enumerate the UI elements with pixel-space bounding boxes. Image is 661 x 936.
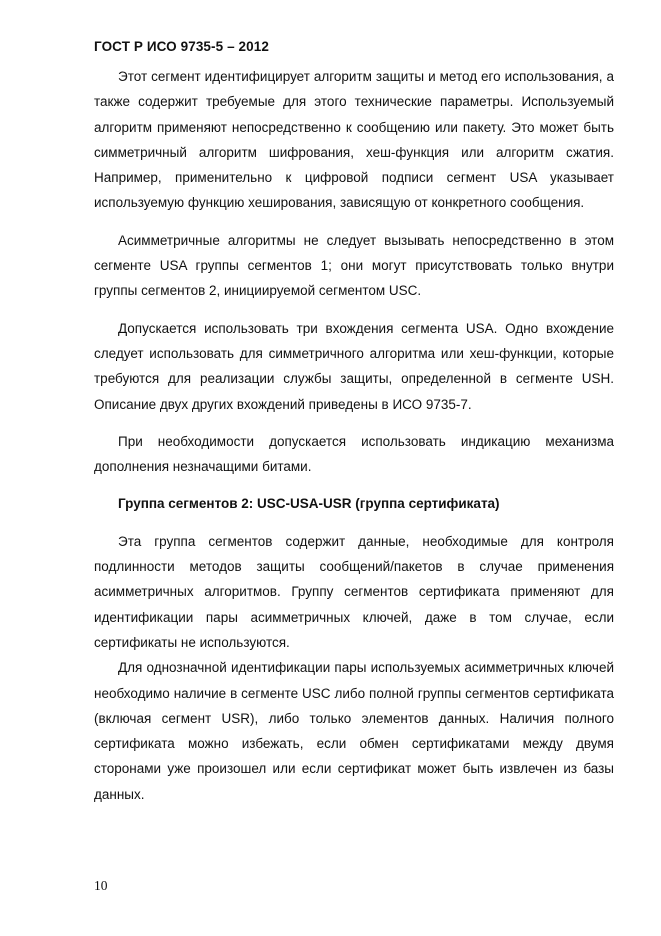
page-number: 10 [94,878,108,893]
document-header: ГОСТ Р ИСО 9735-5 – 2012 [94,39,269,54]
paragraph-key-identification: Для однозначной идентификации пары используемых асимметричных ключей необходимо наличие в сегменте USC либо полной группы сегментов сертификата (включая сегмент USR), либо только элементов данных. Наличия полного сертификата можно избежать, если обмен сертификатами между двумя сторонами уже произошел или если сертификат может быть извлечен из базы данных. [94,660,614,802]
paragraph-usa-occurrences: Допускается использовать три вхождения сегмента USA. Одно вхождение следует использовать для симметричного алгоритма или хеш-функции, которые требуются для реализации службы защиты, определенной в сегменте USH. Описание двух других вхождений приведены в ИСО 9735-7. [94,320,614,412]
paragraph-usa-description: Этот сегмент идентифицирует алгоритм защиты и метод его использования, а также содержит требуемые для этого технические параметры. Используемый алгоритм применяют непосредственно к сообщению или пакету. Это может быть симметричный алгоритм шифрования, хеш-функция или алгоритм сжатия. Например, применительно к цифровой подписи сегмент USA указывает используемую функцию хеширования, зависящую от конкретного сообщения. [94,69,614,211]
paragraph-certificate-group: Эта группа сегментов содержит данные, необходимые для контроля подлинности методов защиты сообщений/пакетов в случае применения асимметричных алгоритмов. Группу сегментов сертификата применяют для идентификации пары асимметричных ключей, даже в том случае, если сертификаты не используются. [94,533,614,650]
paragraph-padding-indication: При необходимости допускается использовать индикацию механизма дополнения незначащими битами. [94,433,614,475]
paragraph-asymmetric-algorithms: Асимметричные алгоритмы не следует вызывать непосредственно в этом сегменте USA группы сегментов 1; они могут присутствовать только внутри группы сегментов 2, инициируемой сегментом USC. [94,232,614,299]
document-body [94,64,614,807]
section-heading: Группа сегментов 2: USC-USA-USR (группа сертификата) [118,496,500,512]
